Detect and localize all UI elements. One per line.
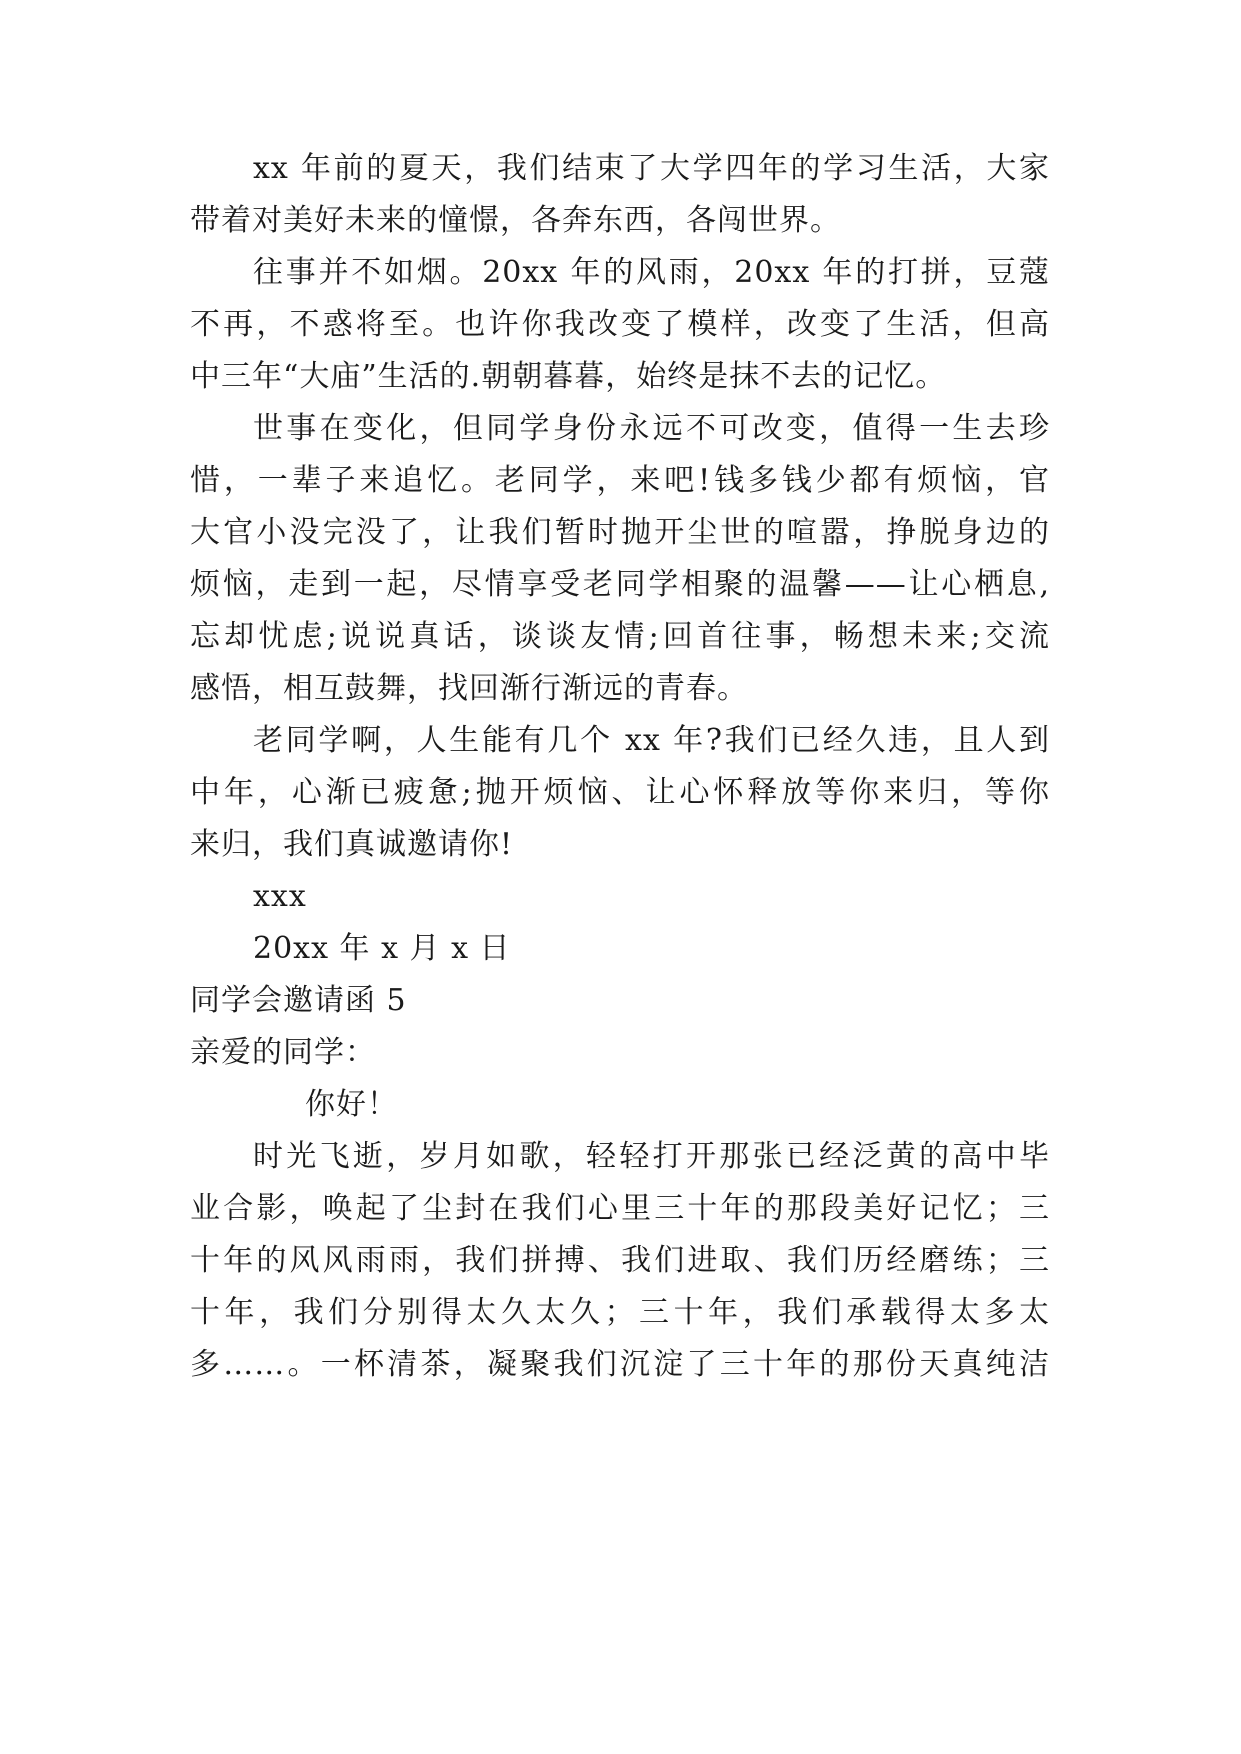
paragraph-line: 烦恼，走到一起，尽情享受老同学相聚的温馨——让心栖息, bbox=[190, 567, 1050, 602]
paragraph-line: 不再，不惑将至。也许你我改变了模样，改变了生活，但高 bbox=[190, 307, 1050, 342]
salutation: 亲爱的同学： bbox=[190, 1035, 376, 1070]
paragraph-line: 十年，我们分别得太久太久；三十年，我们承载得太多太 bbox=[190, 1295, 1050, 1330]
section-title: 同学会邀请函 5 bbox=[190, 983, 407, 1018]
paragraph-line: xx 年前的夏天，我们结束了大学四年的学习生活，大家 bbox=[253, 151, 1050, 186]
paragraph-line: 时光飞逝，岁月如歌，轻轻打开那张已经泛黄的高中毕 bbox=[253, 1139, 1050, 1174]
paragraph-line: 往事并不如烟。20xx 年的风雨，20xx 年的打拼，豆蔻 bbox=[253, 255, 1050, 290]
signature: xxx bbox=[253, 879, 307, 914]
paragraph-line: 中年，心渐已疲惫;抛开烦恼、让心怀释放等你来归，等你 bbox=[190, 775, 1050, 810]
paragraph-line: 感悟，相互鼓舞，找回渐行渐远的青春。 bbox=[190, 671, 748, 706]
paragraph-line: 多……。一杯清茶，凝聚我们沉淀了三十年的那份天真纯洁 bbox=[190, 1347, 1050, 1382]
paragraph-line: 忘却忧虑;说说真话，谈谈友情;回首往事，畅想未来;交流 bbox=[190, 619, 1050, 654]
paragraph-line: 业合影，唤起了尘封在我们心里三十年的那段美好记忆；三 bbox=[190, 1191, 1050, 1226]
greeting: 你好！ bbox=[305, 1087, 398, 1122]
paragraph-line: 惜，一辈子来追忆。老同学，来吧!钱多钱少都有烦恼，官 bbox=[190, 463, 1050, 498]
date-line: 20xx 年 x 月 x 日 bbox=[253, 931, 511, 966]
paragraph-line: 带着对美好未来的憧憬，各奔东西，各闯世界。 bbox=[190, 203, 841, 238]
paragraph-line: 十年的风风雨雨，我们拼搏、我们进取、我们历经磨练；三 bbox=[190, 1243, 1050, 1278]
paragraph-line: 来归，我们真诚邀请你! bbox=[190, 827, 514, 862]
paragraph-line: 世事在变化，但同学身份永远不可改变，值得一生去珍 bbox=[253, 411, 1050, 446]
paragraph-line: 中三年“大庙”生活的.朝朝暮暮，始终是抹不去的记忆。 bbox=[190, 359, 947, 394]
paragraph-line: 大官小没完没了，让我们暂时抛开尘世的喧嚣，挣脱身边的 bbox=[190, 515, 1050, 550]
paragraph-line: 老同学啊，人生能有几个 xx 年?我们已经久违，且人到 bbox=[253, 723, 1050, 758]
